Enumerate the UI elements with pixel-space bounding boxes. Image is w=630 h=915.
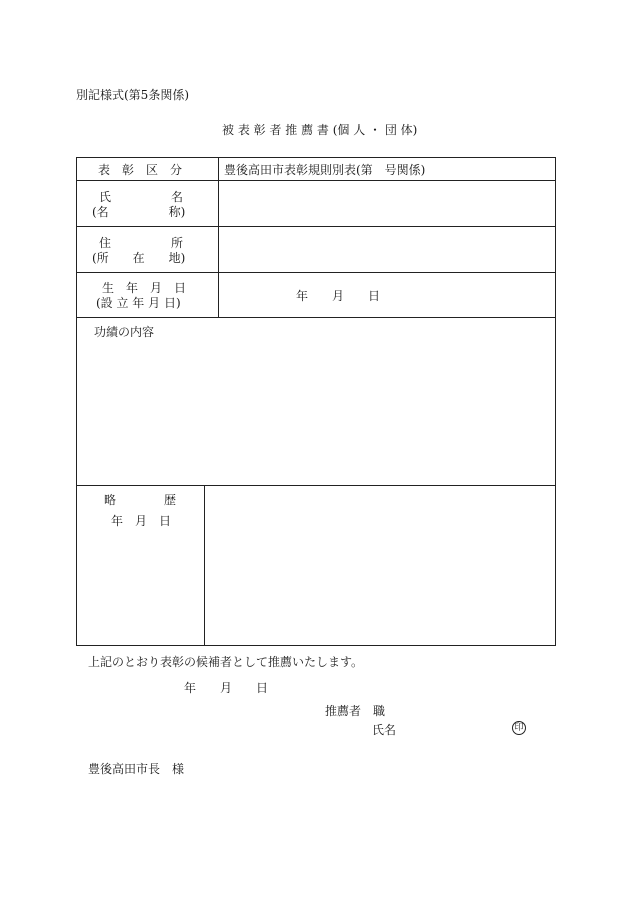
- form-reference: 別記様式(第5条関係): [76, 88, 189, 102]
- recommender-position-label: 推薦者 職: [325, 704, 386, 718]
- address-label: 住 所: [99, 236, 184, 250]
- achievement-input-area[interactable]: [79, 342, 553, 482]
- row-divider: [76, 272, 556, 273]
- table-border-top: [76, 157, 556, 158]
- organization-name-label: (名 称): [92, 205, 186, 219]
- category-value: 豊後高田市表彰規則別表(第 号関係): [224, 163, 426, 177]
- document-title: 被 表 彰 者 推 薦 書 (個 人 ・ 団 体): [222, 123, 418, 137]
- table-border-left: [76, 157, 77, 646]
- birth-date-label: 生 年 月 日: [102, 281, 187, 295]
- recommendation-statement: 上記のとおり表彰の候補者として推薦いたします。: [88, 655, 364, 669]
- row-divider: [76, 485, 556, 486]
- addressee: 豊後高田市長 様: [88, 762, 185, 776]
- recommender-name-label: 氏名: [372, 723, 397, 737]
- row-divider: [76, 180, 556, 181]
- birth-date-value[interactable]: 年 月 日: [296, 289, 381, 303]
- name-input-cell[interactable]: [220, 182, 553, 225]
- location-label: (所 在 地): [92, 251, 186, 265]
- table-border-right: [555, 157, 556, 646]
- submission-date: 年 月 日: [184, 681, 269, 695]
- label-column-divider: [218, 157, 219, 318]
- row-divider: [76, 317, 556, 318]
- address-input-cell[interactable]: [220, 228, 553, 271]
- history-label: 略 歴: [104, 493, 177, 507]
- history-column-divider: [204, 485, 205, 646]
- established-date-label: (設 立 年 月 日): [96, 296, 181, 310]
- achievement-label: 功績の内容: [94, 325, 155, 339]
- history-date-header: 年 月 日: [111, 514, 172, 528]
- category-label: 表 彰 区 分: [98, 163, 183, 177]
- seal-mark: 印: [512, 721, 526, 735]
- name-label: 氏 名: [99, 190, 184, 204]
- row-divider: [76, 226, 556, 227]
- history-input-area[interactable]: [207, 488, 553, 643]
- table-border-bottom: [76, 645, 556, 646]
